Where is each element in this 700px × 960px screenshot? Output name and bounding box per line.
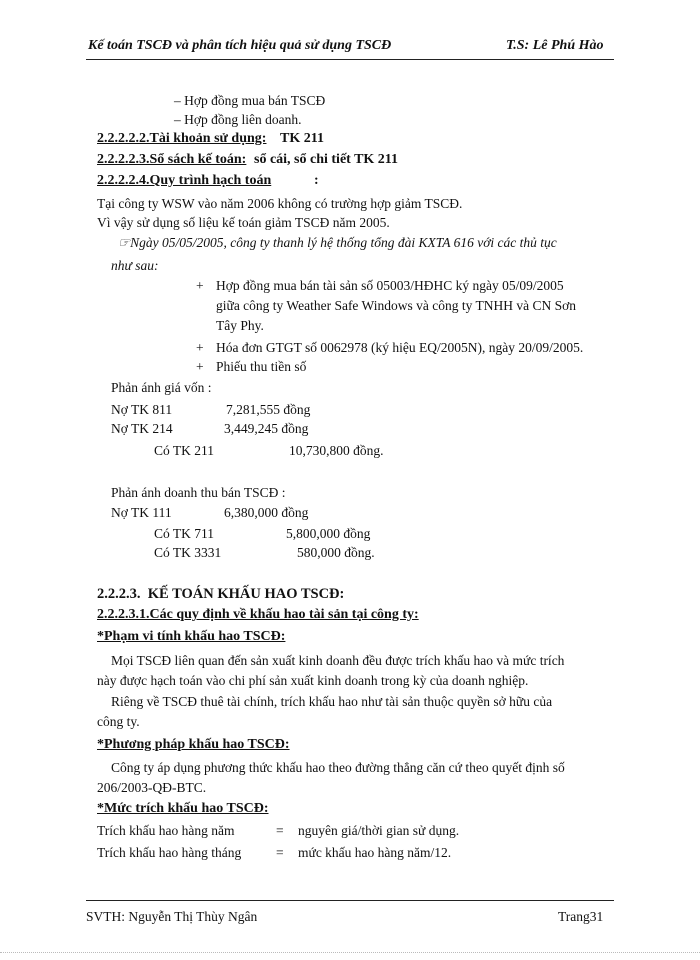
doc-item-1: Tây Phy. — [216, 318, 264, 333]
entry-account: Nợ TK 111 — [111, 505, 172, 520]
formula-value: nguyên giá/thời gian sử dụng. — [298, 823, 460, 838]
note-line: như sau: — [111, 258, 159, 273]
entry-amount: 10,730,800 đồng. — [289, 443, 384, 458]
entry-amount: 5,800,000 đồng — [286, 526, 371, 541]
entry-account: Nợ TK 811 — [111, 402, 173, 417]
heading-quy-trinh: 2.2.2.2.4.Quy trình hạch toán — [97, 173, 272, 188]
entry-amount: 3,449,245 đồng — [224, 421, 309, 436]
formula-equals: = — [276, 845, 284, 860]
formula-label: Trích khấu hao hàng năm — [97, 823, 235, 838]
pointing-hand-icon: ☞ — [118, 235, 131, 250]
heading-so-sach: 2.2.2.2.3.Sổ sách kế toán: — [97, 152, 247, 167]
doc-item-1: giữa công ty Weather Safe Windows và công ty TNHH và CN Sơn — [216, 298, 577, 313]
entry-amount: 6,380,000 đồng — [224, 505, 309, 520]
note-line: ☞Ngày 05/05/2005, công ty thanh lý hệ thống tổng đài KXTA 616 với các thủ tục — [118, 235, 557, 250]
header-title: Kế toán TSCĐ và phân tích hiệu quả sử dụng TSCĐ — [88, 38, 392, 53]
paragraph: Tại công ty WSW vào năm 2006 không có trường hợp giảm TSCĐ. — [97, 196, 463, 211]
doc-item-1: Hợp đồng mua bán tài sản số 05003/HĐHC ký ngày 05/09/2005 — [216, 278, 564, 293]
footer-page-number: Trang31 — [558, 909, 604, 924]
entry-amount: 580,000 đồng. — [297, 545, 375, 560]
subsection-heading: 2.2.2.3.1.Các quy định về khấu hao tài sản tại công ty: — [97, 607, 419, 622]
footer-rule — [86, 900, 614, 901]
paragraph: Công ty áp dụng phương thức khấu hao theo đường thẳng căn cứ theo quyết định số — [111, 760, 565, 775]
paragraph: công ty. — [97, 714, 140, 729]
entry-amount: 7,281,555 đồng — [226, 402, 311, 417]
entry-account: Có TK 711 — [154, 526, 215, 541]
topic-heading-phuong-phap: *Phương pháp khấu hao TSCĐ: — [97, 737, 290, 752]
heading-tai-khoan: 2.2.2.2.2.Tài khoản sử dụng: — [97, 131, 267, 146]
paragraph: Mọi TSCĐ liên quan đến sản xuất kinh doanh đều được trích khấu hao và mức trích — [111, 653, 565, 668]
plus-bullet: + — [196, 359, 204, 374]
list-item: – Hợp đồng mua bán TSCĐ — [174, 93, 326, 108]
formula-value: mức khấu hao hàng năm/12. — [298, 845, 452, 860]
entry-account: Nợ TK 214 — [111, 421, 173, 436]
doc-item-3: Phiếu thu tiền số — [216, 359, 307, 374]
paragraph: Riêng về TSCĐ thuê tài chính, trích khấu hao như tài sản thuộc quyền sở hữu của — [111, 694, 553, 709]
paragraph: này được hạch toán vào chi phí sản xuất kinh doanh trong kỳ của doanh nghiệp. — [97, 673, 529, 688]
formula-label: Trích khấu hao hàng tháng — [97, 845, 242, 860]
footer-student: SVTH: Nguyễn Thị Thùy Ngân — [86, 909, 258, 924]
entry-account: Có TK 211 — [154, 443, 215, 458]
doc-item-2: Hóa đơn GTGT số 0062978 (ký hiệu EQ/2005N), ngày 20/09/2005. — [216, 340, 584, 355]
entry-title: Phản ánh giá vốn : — [111, 380, 212, 395]
topic-heading-muc-trich: *Mức trích khấu hao TSCĐ: — [97, 801, 269, 816]
paragraph: Vì vậy sử dụng số liệu kế toán giảm TSCĐ năm 2005. — [97, 215, 390, 230]
entry-account: Có TK 3331 — [154, 545, 222, 560]
plus-bullet: + — [196, 278, 204, 293]
heading-quy-trinh-colon: : — [314, 173, 319, 188]
heading-so-sach-value: sổ cái, sổ chi tiết TK 211 — [254, 152, 399, 167]
formula-equals: = — [276, 823, 284, 838]
list-item: – Hợp đồng liên doanh. — [174, 112, 302, 127]
page-edge-divider — [0, 952, 700, 953]
paragraph: 206/2003-QĐ-BTC. — [97, 780, 207, 795]
heading-tai-khoan-value: TK 211 — [280, 131, 324, 146]
header-author: T.S: Lê Phú Hào — [506, 38, 604, 53]
header-rule — [86, 59, 614, 60]
section-heading: 2.2.2.3. KẾ TOÁN KHẤU HAO TSCĐ: — [97, 586, 345, 602]
entry-title: Phản ánh doanh thu bán TSCĐ : — [111, 485, 286, 500]
topic-heading-pham-vi: *Phạm vi tính khấu hao TSCĐ: — [97, 629, 286, 644]
plus-bullet: + — [196, 340, 204, 355]
